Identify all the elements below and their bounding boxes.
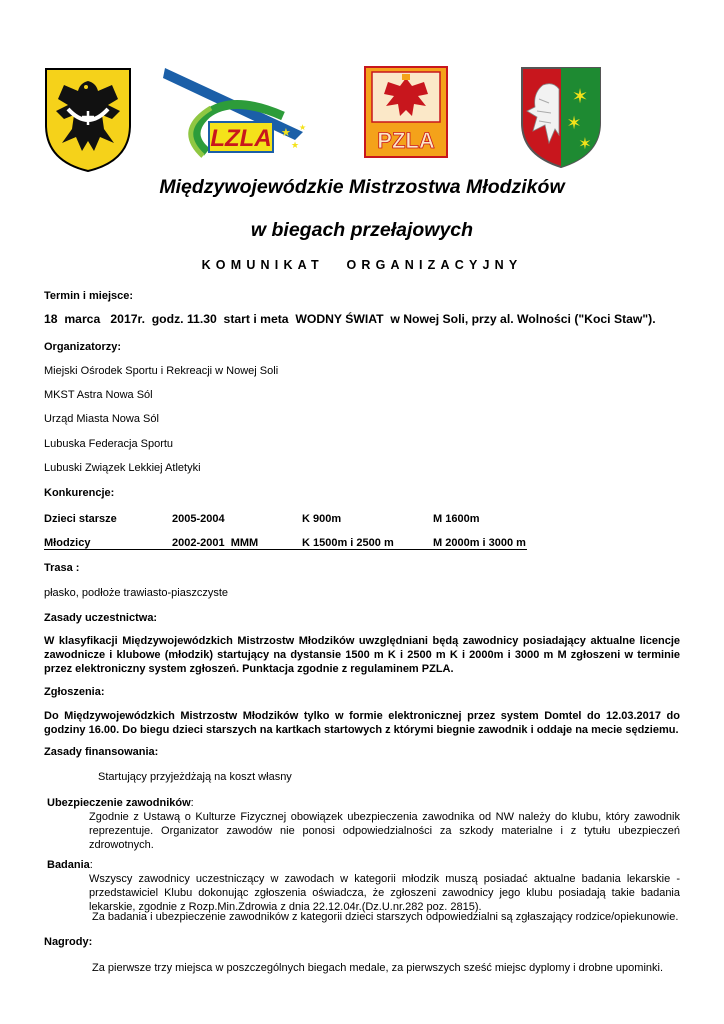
svg-text:✶: ✶ bbox=[566, 113, 582, 134]
zasady-finansowania-label: Zasady finansowania: bbox=[44, 746, 159, 758]
termin-text: 18 marca 2017r. godz. 11.30 start i meta WODNY ŚWIAT w Nowej Soli, przy al. Wolności ("Koci Staw"). bbox=[44, 312, 656, 326]
badania-text: Wszyscy zawodnicy uczestniczący w zawodach w kategorii młodzik muszą posiadać aktualne badania lekarskie - przedstawiciel Klubu dokonując zgłoszenia oświadcza, że zgłoszeni zawodnicy jego klubu posiadają takie badania lekarskie, zgodnie z Rozp.Min.Zdrowia z dnia 22.12.04r.(Dz.U.nr.282 poz. 2815). bbox=[89, 873, 680, 913]
badania-colon: : bbox=[89, 859, 93, 871]
svg-text:★: ★ bbox=[281, 126, 291, 139]
pzla-logo bbox=[364, 66, 448, 158]
konkurencja-years: 2002-2001 MMM bbox=[172, 537, 259, 549]
zasady-uczestnictwa-text: W klasyfikacji Międzywojewódzkich Mistrzostw Młodzików uwzględniani będą zawodnicy posiadający aktualne licencje zawodnicze i klubowe (młodzik) startujący na dystansie 1500 m K i 2500 m K i 2000m i 3000 m M zgłoszeni w terminie przez elektroniczny system zgłoszeń. Punktacja zgodnie z regulaminem PZLA. bbox=[44, 635, 680, 675]
svg-text:✶: ✶ bbox=[571, 84, 589, 108]
zgloszenia-text: Do Międzywojewódzkich Mistrzostw Młodzików tylko w formie elektronicznej przez system Domtel do 12.03.2017 do godziny 16.00. Do biegu dzieci starszych na kartkach startowych z którymi biegnie zawodnik i oddaje na mecie sędziemu. bbox=[44, 710, 680, 736]
badania-text-2: Za badania i ubezpieczenie zawodników z kategorii dzieci starszych odpowiedzialni są zgłaszający rodzice/opiekunowie. bbox=[92, 911, 679, 923]
svg-text:✶: ✶ bbox=[578, 134, 592, 153]
dolnoslaskie-coat-of-arms bbox=[42, 65, 134, 173]
zasady-finansowania-text: Startujący przyjeżdżają na koszt własny bbox=[98, 771, 292, 783]
zgloszenia-label: Zgłoszenia: bbox=[44, 686, 105, 698]
ubezpieczenie-heading bbox=[47, 797, 194, 809]
zasady-uczestnictwa-label: Zasady uczestnictwa: bbox=[44, 612, 158, 624]
logos-row bbox=[0, 60, 724, 175]
lubuskie-coat-of-arms bbox=[519, 65, 603, 169]
ubezpieczenie-label: Ubezpieczenie zawodników bbox=[47, 797, 191, 809]
page-title-line-1: Międzywojewódzkie Mistrzostwa Młodzików bbox=[159, 176, 565, 198]
document-subtitle: KOMUNIKAT ORGANIZACYJNY bbox=[201, 258, 523, 272]
lzla-logo-text: LZLA bbox=[210, 125, 272, 152]
konkurencje-underline bbox=[44, 549, 527, 550]
badania-label: Badania bbox=[47, 859, 90, 871]
trasa-label: Trasa : bbox=[44, 562, 80, 574]
organizator-item: MKST Astra Nowa Sól bbox=[44, 389, 153, 401]
ubezpieczenie-colon: : bbox=[190, 797, 194, 809]
page-title-line-2: w biegach przełajowych bbox=[250, 219, 474, 241]
ubezpieczenie-text: Zgodnie z Ustawą o Kulturze Fizycznej obowiązek ubezpieczenia zawodnika od NW należy do klubu, który zawodnik reprezentuje. Organizator zawodów nie ponosi odpowiedzialności za szkody materialne i z tytułu ubezpieczeń zdrowotnych. bbox=[89, 811, 680, 851]
nagrody-text: Za pierwsze trzy miejsca w poszczególnych biegach medale, za pierwszych sześć miejsc dyplomy i drobne upominki. bbox=[92, 962, 664, 974]
svg-text:★: ★ bbox=[291, 141, 300, 151]
konkurencja-m-distance: M 2000m i 3000 m bbox=[433, 537, 526, 549]
organizator-item: Miejski Ośrodek Sportu i Rekreacji w Nowej Soli bbox=[44, 365, 279, 377]
trasa-text: płasko, podłoże trawiasto-piaszczyste bbox=[44, 587, 229, 599]
konkurencja-category: Młodzicy bbox=[44, 537, 91, 549]
pzla-logo-text: PZLA bbox=[377, 128, 435, 153]
organizator-item: Lubuski Związek Lekkiej Atletyki bbox=[44, 462, 201, 474]
badania-heading bbox=[47, 859, 93, 871]
lzla-logo bbox=[163, 64, 313, 164]
svg-text:★: ★ bbox=[299, 123, 307, 132]
termin-label: Termin i miejsce: bbox=[44, 290, 134, 302]
organizator-item: Urząd Miasta Nowa Sól bbox=[44, 413, 159, 425]
konkurencja-k-distance: K 1500m i 2500 m bbox=[302, 537, 394, 549]
nagrody-label: Nagrody: bbox=[44, 936, 93, 948]
konkurencja-m-distance: M 1600m bbox=[433, 513, 480, 525]
konkurencja-k-distance: K 900m bbox=[302, 513, 342, 525]
konkurencja-years: 2005-2004 bbox=[172, 513, 225, 525]
organizatorzy-label: Organizatorzy: bbox=[44, 341, 122, 353]
organizator-item: Lubuska Federacja Sportu bbox=[44, 438, 174, 450]
konkurencje-label: Konkurencje: bbox=[44, 487, 115, 499]
konkurencja-category: Dzieci starsze bbox=[44, 513, 117, 525]
